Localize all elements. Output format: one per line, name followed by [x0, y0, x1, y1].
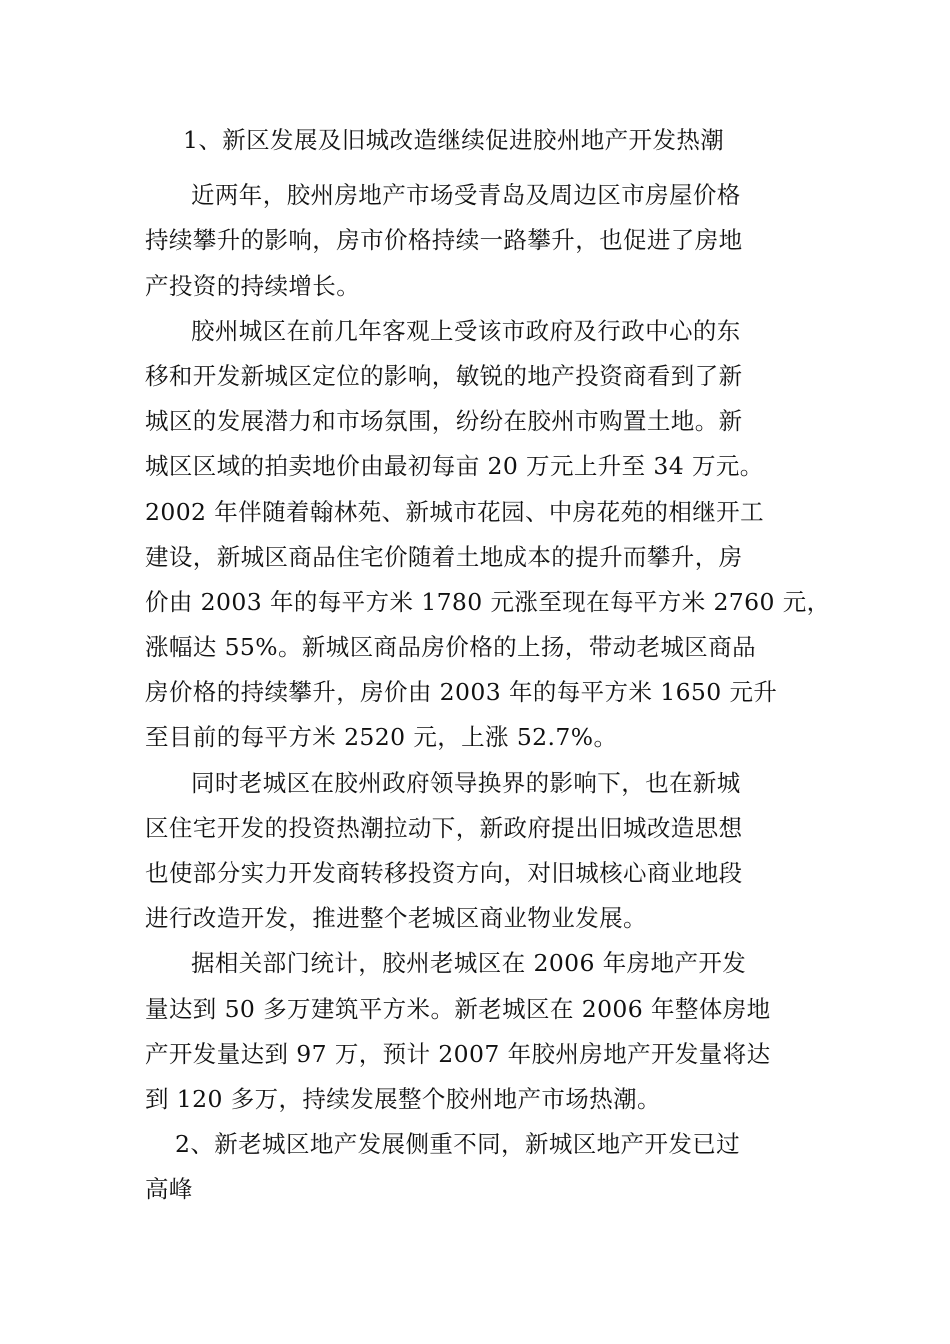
- paragraph-line: 城区的发展潜力和市场氛围，纷纷在胶州市购置土地。新: [145, 407, 743, 436]
- paragraph-line: 也使部分实力开发商转移投资方向，对旧城核心商业地段: [145, 859, 743, 887]
- paragraph-line: 涨幅达 55%。新城区商品房价格的上扬，带动老城区商品: [145, 633, 757, 662]
- paragraph-line: 移和开发新城区定位的影响，敏锐的地产投资商看到了新: [145, 361, 743, 390]
- paragraph-line: 到 120 多万，持续发展整个胶州地产市场热潮。: [145, 1084, 661, 1113]
- paragraph-4: [145, 941, 815, 1122]
- paragraph-line: 城区区域的拍卖地价由最初每亩 20 万元上升至 34 万元。: [145, 452, 764, 481]
- section-heading-1: 1、新区发展及旧城改造继续促进胶州地产开发热潮: [183, 126, 725, 154]
- paragraph-line: 2002 年伴随着翰林苑、新城市花园、中房花苑的相继开工: [145, 497, 764, 526]
- heading-line: 高峰: [145, 1175, 193, 1204]
- paragraph-2: [145, 309, 831, 761]
- section-heading-2: [145, 1122, 815, 1212]
- paragraph-line: 房价格的持续攀升，房价由 2003 年的每平方米 1650 元升: [145, 678, 778, 707]
- paragraph-line: 近两年，胶州房地产市场受青岛及周边区市房屋价格: [191, 181, 741, 210]
- paragraph-line: 同时老城区在胶州政府领导换界的影响下，也在新城: [191, 768, 741, 797]
- paragraph-line: 价由 2003 年的每平方米 1780 元涨至现在每平方米 2760 元，: [145, 587, 831, 616]
- paragraph-line: 持续攀升的影响，房市价格持续一路攀升，也促进了房地: [145, 226, 743, 255]
- paragraph-line: 区住宅开发的投资热潮拉动下，新政府提出旧城改造思想: [145, 813, 743, 842]
- paragraph-line: 建设，新城区商品住宅价随着土地成本的提升而攀升，房: [145, 542, 743, 571]
- document-page: [145, 118, 831, 1213]
- paragraph-line: 进行改造开发，推进整个老城区商业物业发展。: [145, 904, 647, 933]
- paragraph-3: [145, 761, 815, 942]
- paragraph-line: 胶州城区在前几年客观上受该市政府及行政中心的东: [191, 316, 741, 345]
- heading-line: 2、新老城区地产发展侧重不同，新城区地产开发已过: [175, 1130, 741, 1159]
- paragraph-1: [145, 173, 815, 309]
- paragraph-line: 据相关部门统计，胶州老城区在 2006 年房地产开发: [191, 949, 747, 978]
- paragraph-line: 至目前的每平方米 2520 元，上涨 52.7%。: [145, 723, 618, 752]
- paragraph-line: 产开发量达到 97 万，预计 2007 年胶州房地产开发量将达: [145, 1039, 771, 1068]
- paragraph-line: 量达到 50 多万建筑平方米。新老城区在 2006 年整体房地: [145, 994, 771, 1023]
- paragraph-line: 产投资的持续增长。: [145, 271, 361, 300]
